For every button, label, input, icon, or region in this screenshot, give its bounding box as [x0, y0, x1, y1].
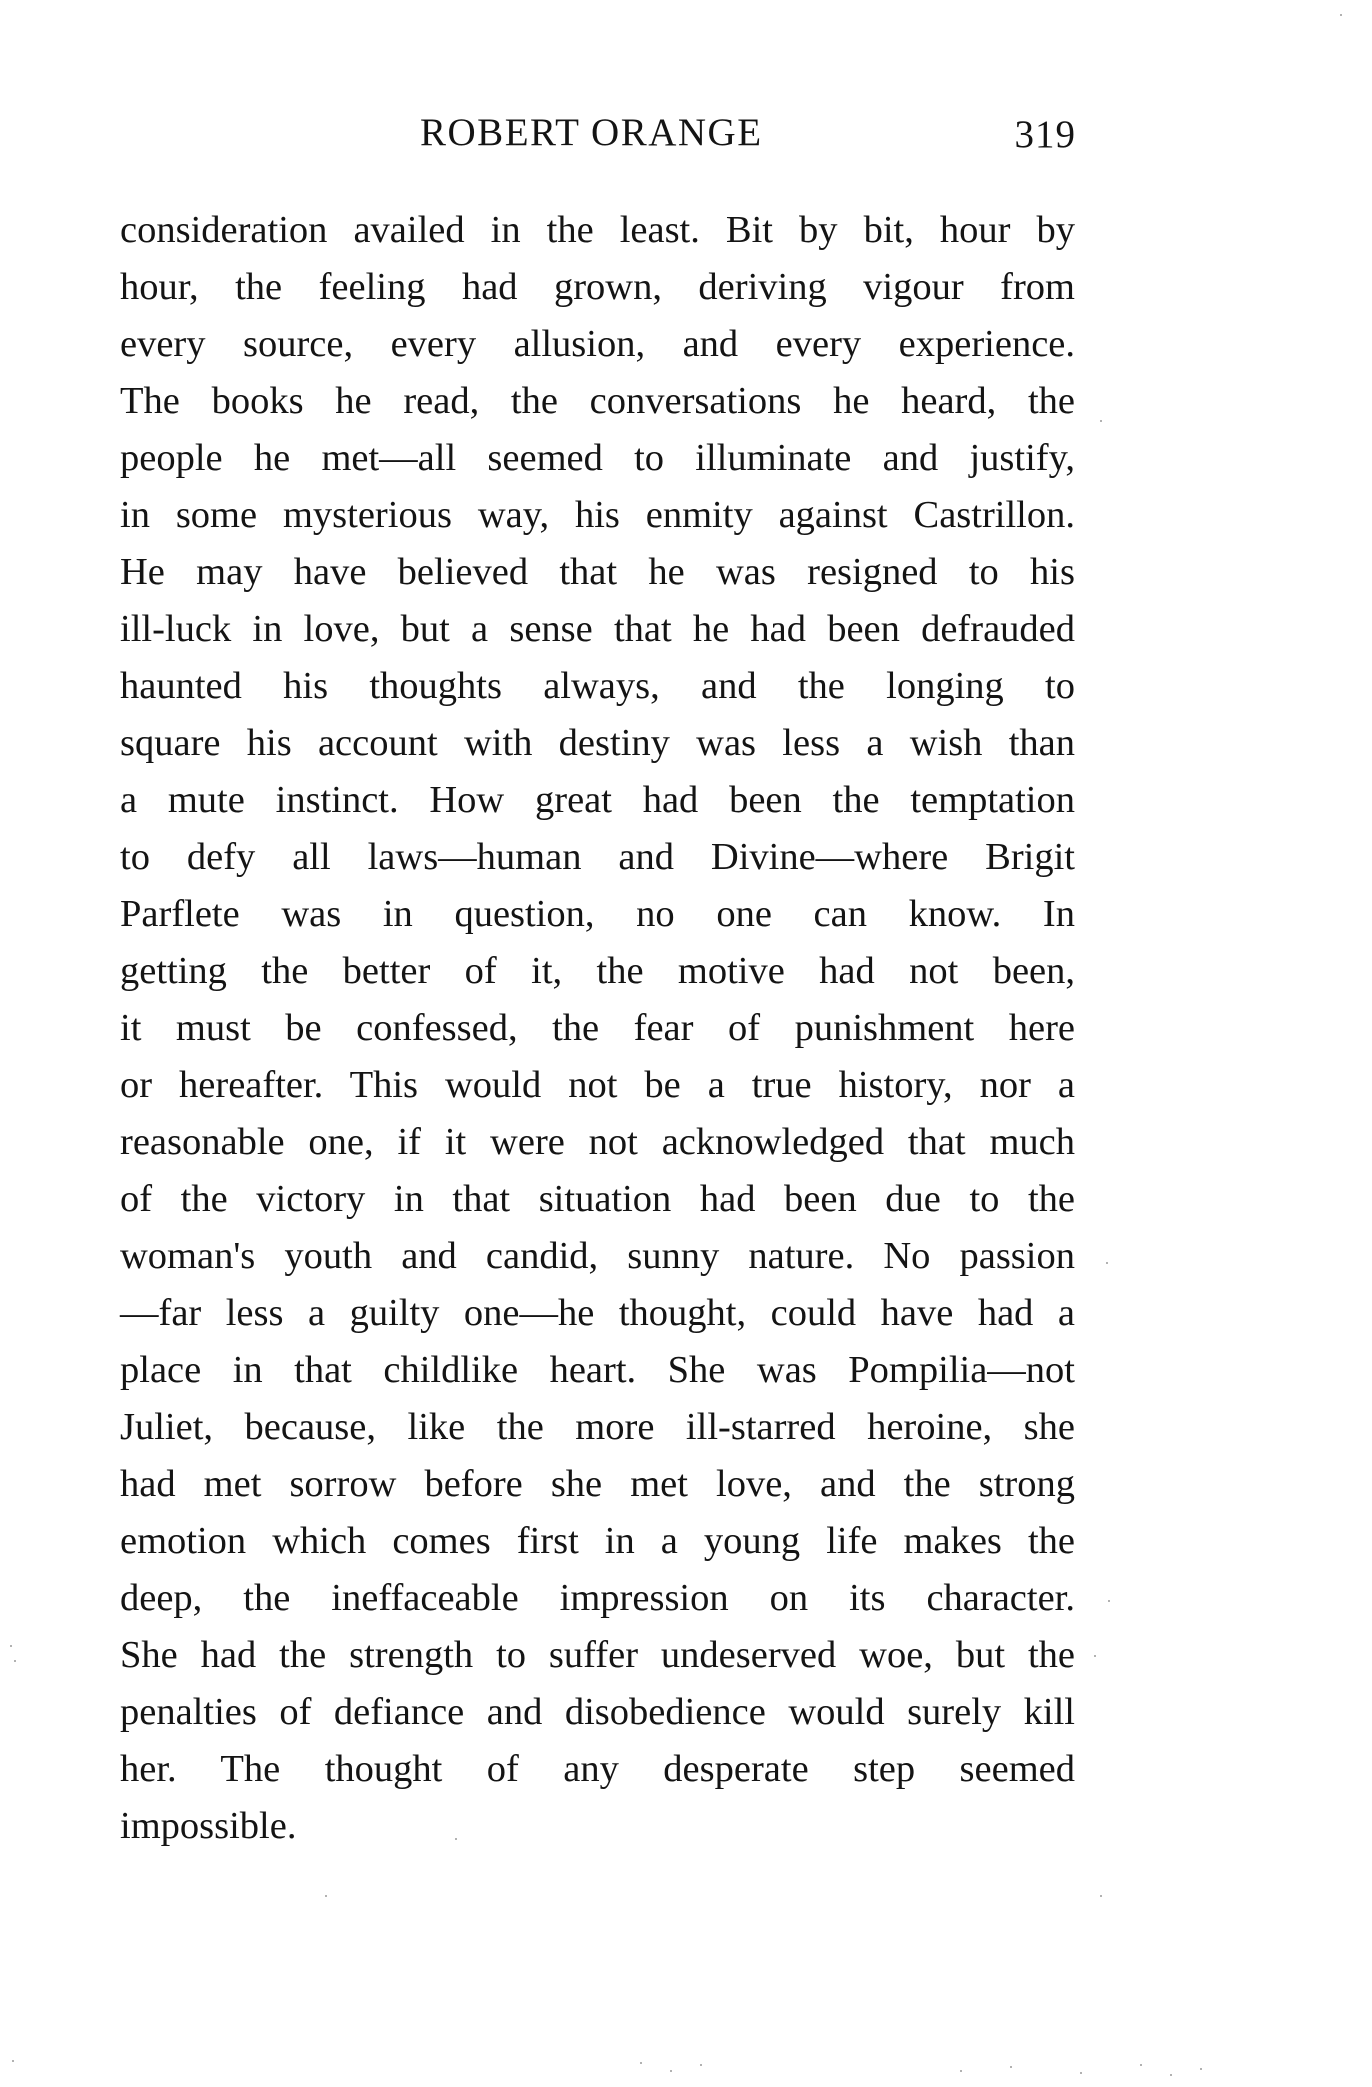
text-line: woman's youth and candid, sunny nature. No passion	[120, 1235, 1075, 1277]
text-line: square his account with destiny was less a wish than	[120, 722, 1075, 764]
text-line: —far less a guilty one—he thought, could have had a	[120, 1292, 1075, 1334]
text-line: to defy all laws—human and Divine—where Brigit	[120, 836, 1075, 878]
text-line: emotion which comes first in a young life makes the	[120, 1520, 1075, 1562]
text-line: He may have believed that he was resigned to his	[120, 551, 1075, 593]
text-line: deep, the ineffaceable impression on its character.	[120, 1577, 1075, 1619]
scan-speck	[1080, 2072, 1082, 2074]
running-head	[120, 108, 1080, 158]
scan-speck	[670, 2070, 672, 2072]
text-line: reasonable one, if it were not acknowledged that much	[120, 1121, 1075, 1163]
text-line: Juliet, because, like the more ill-starred heroine, she	[120, 1406, 1075, 1448]
text-line: in some mysterious way, his enmity against Castrillon.	[120, 494, 1075, 536]
text-line: getting the better of it, the motive had not been,	[120, 950, 1075, 992]
text-line: of the victory in that situation had been due to the	[120, 1178, 1075, 1220]
text-line: it must be confessed, the fear of punishment here	[120, 1007, 1075, 1049]
text-line: The books he read, the conversations he heard, the	[120, 380, 1075, 422]
scan-speck	[12, 2060, 14, 2062]
text-line: had met sorrow before she met love, and the strong	[120, 1463, 1075, 1505]
scan-speck	[960, 2070, 962, 2072]
text-line: hour, the feeling had grown, deriving vigour from	[120, 266, 1075, 308]
scan-speck	[700, 2064, 702, 2066]
text-line: consideration availed in the least. Bit by bit, hour by	[120, 209, 1075, 251]
scan-speck	[1100, 420, 1102, 422]
scan-speck	[640, 2062, 642, 2064]
text-line: every source, every allusion, and every experience.	[120, 323, 1075, 365]
scan-speck	[1100, 1895, 1102, 1897]
text-line: place in that childlike heart. She was Pompilia—not	[120, 1349, 1075, 1391]
scan-speck	[14, 1660, 16, 1662]
text-line: ill-luck in love, but a sense that he had been defrauded	[120, 608, 1075, 650]
scan-speck	[10, 1645, 12, 1647]
running-title: ROBERT ORANGE	[420, 111, 763, 154]
scan-speck	[1170, 2074, 1172, 2076]
text-line: haunted his thoughts always, and the longing to	[120, 665, 1075, 707]
body-text	[120, 202, 1075, 1855]
text-line: people he met—all seemed to illuminate and justify,	[120, 437, 1075, 479]
page-number: 319	[1014, 113, 1076, 156]
scan-speck	[455, 1838, 457, 1840]
scan-speck	[1094, 1655, 1096, 1657]
scan-speck	[1140, 2064, 1142, 2066]
scan-speck	[1200, 2068, 1202, 2070]
text-line: Parflete was in question, no one can know. In	[120, 893, 1075, 935]
scan-speck	[1106, 1262, 1108, 1264]
text-line: her. The thought of any desperate step seemed	[120, 1748, 1075, 1790]
text-line: a mute instinct. How great had been the temptation	[120, 779, 1075, 821]
text-line: impossible.	[120, 1805, 297, 1847]
scan-speck	[325, 1895, 327, 1897]
scan-speck	[1108, 1600, 1110, 1602]
text-line: She had the strength to suffer undeserved woe, but the	[120, 1634, 1075, 1676]
scan-speck	[1010, 2066, 1012, 2068]
scan-speck	[1340, 14, 1342, 16]
text-line: or hereafter. This would not be a true history, nor a	[120, 1064, 1075, 1106]
text-line: penalties of defiance and disobedience would surely kill	[120, 1691, 1075, 1733]
